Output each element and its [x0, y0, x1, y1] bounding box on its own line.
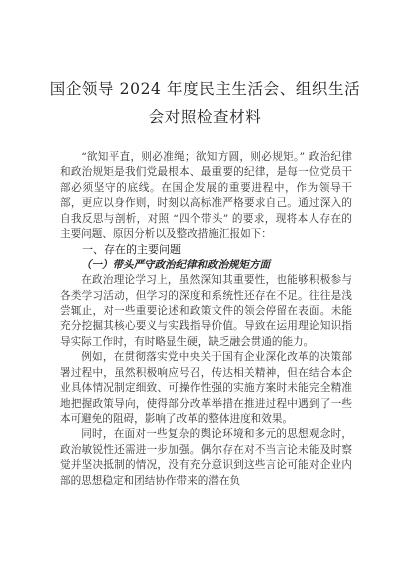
body-paragraph: 在政治理论学习上，虽然深知其重要性，也能够积极参与各类学习活动，但学习的深度和系统性还存在不足。往往是浅尝辄止，对一些重要论述和政策文件的领会停留在表面。未能充分挖掘其核心要义与实践指导价值。导致在运用理论知识指导实际工作时，有时略显生硬，缺乏融会贯通的能力。	[60, 274, 352, 348]
section-heading: 一、存在的主要问题	[82, 243, 181, 257]
body-paragraph: 例如，在贯彻落实党中央关于国有企业深化改革的决策部署过程中，虽然积极响应号召，传达相关精神，但在结合本企业具体情况制定细致、可操作性强的实施方案时未能完全精准地把握政策导向，使得部分改革举措在推进过程中遇到了一些本可避免的阻碍，影响了改革的整体进度和效果。	[60, 351, 352, 425]
document-title-line-2: 会对照检查材料	[148, 108, 262, 126]
intro-paragraph: “欲知平直，则必准绳；欲知方圆，则必规矩。” 政治纪律和政治规矩是我们党最根本、最重要的纪律，是每一位党员干部必须坚守的底线。在国企发展的重要进程中，作为领导干部，更应以身作则，时刻以高标准严格要求自己。通过深入的自我反思与剖析，对照 “四个带头” 的要求，现将本人存在的主要问题、原因分析以及整改措施汇报如下：	[60, 151, 352, 241]
body-paragraph: 同时，在面对一些复杂的舆论环境和多元的思想观念时，政治敏锐性还需进一步加强。偶尔存在对不当言论未能及时察觉并坚决抵制的情况，没有充分意识到这些言论可能对企业内部的思想稳定和团结协作带来的潜在负	[60, 428, 352, 487]
document-title-line-1: 国企领导 2024 年度民主生活会、组织生活	[49, 80, 361, 98]
document-body	[60, 150, 352, 489]
subsection-heading: （一）带头严守政治纪律和政治规矩方面	[81, 258, 270, 271]
